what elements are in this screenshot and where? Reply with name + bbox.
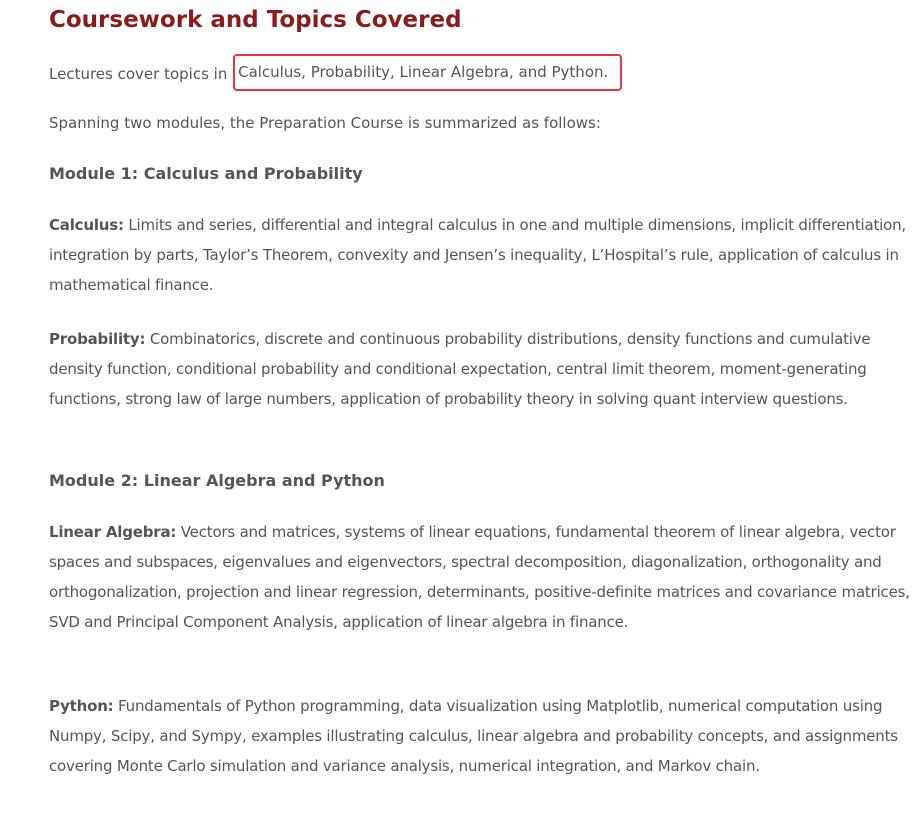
linear-algebra-description: Vectors and matrices, systems of linear equations, fundamental theorem of linear algebra, vector spaces and subspaces, eigenvalues and eigenvectors, spectral decomposition, diagonalization, orthogonality and orthogonalization, projection and linear regression, determinants, positive-definite matrices and covariance matrices, SVD and Principal Component Analysis, application of linear algebra in finance. (49, 523, 910, 631)
python-description: Fundamentals of Python programming, data visualization using Matplotlib, numerical computation using Numpy, Scipy, and Sympy, examples illustrating calculus, linear algebra and probability concepts, and assignments covering Monte Carlo simulation and variance analysis, numerical integration, and Markov chain. (49, 697, 898, 775)
python-paragraph (49, 691, 911, 781)
module-2-heading: Module 2: Linear Algebra and Python (49, 471, 385, 490)
page-title: Coursework and Topics Covered (49, 7, 462, 33)
probability-label: Probability: (49, 330, 146, 348)
intro-paragraph (49, 56, 622, 93)
python-label: Python: (49, 697, 114, 715)
intro-prefix: Lectures cover topics in (49, 65, 233, 83)
module-1-heading: Module 1: Calculus and Probability (49, 164, 363, 183)
highlighted-topics: Calculus, Probability, Linear Algebra, and Python. (233, 54, 622, 91)
calculus-label: Calculus: (49, 216, 124, 234)
summary-paragraph: Spanning two modules, the Preparation Course is summarized as follows: (49, 114, 601, 132)
linear-algebra-label: Linear Algebra: (49, 523, 177, 541)
linear-algebra-paragraph (49, 517, 911, 637)
calculus-description: Limits and series, differential and integral calculus in one and multiple dimensions, implicit differentiation, integration by parts, Taylor’s Theorem, convexity and Jensen’s inequality, L’Hospital’s rule, application of calculus in mathematical finance. (49, 216, 906, 294)
probability-paragraph (49, 324, 911, 414)
calculus-paragraph (49, 210, 911, 300)
probability-description: Combinatorics, discrete and continuous probability distributions, density functions and cumulative density function, conditional probability and conditional expectation, central limit theorem, moment-generating functions, strong law of large numbers, application of probability theory in solving quant interview questions. (49, 330, 871, 408)
